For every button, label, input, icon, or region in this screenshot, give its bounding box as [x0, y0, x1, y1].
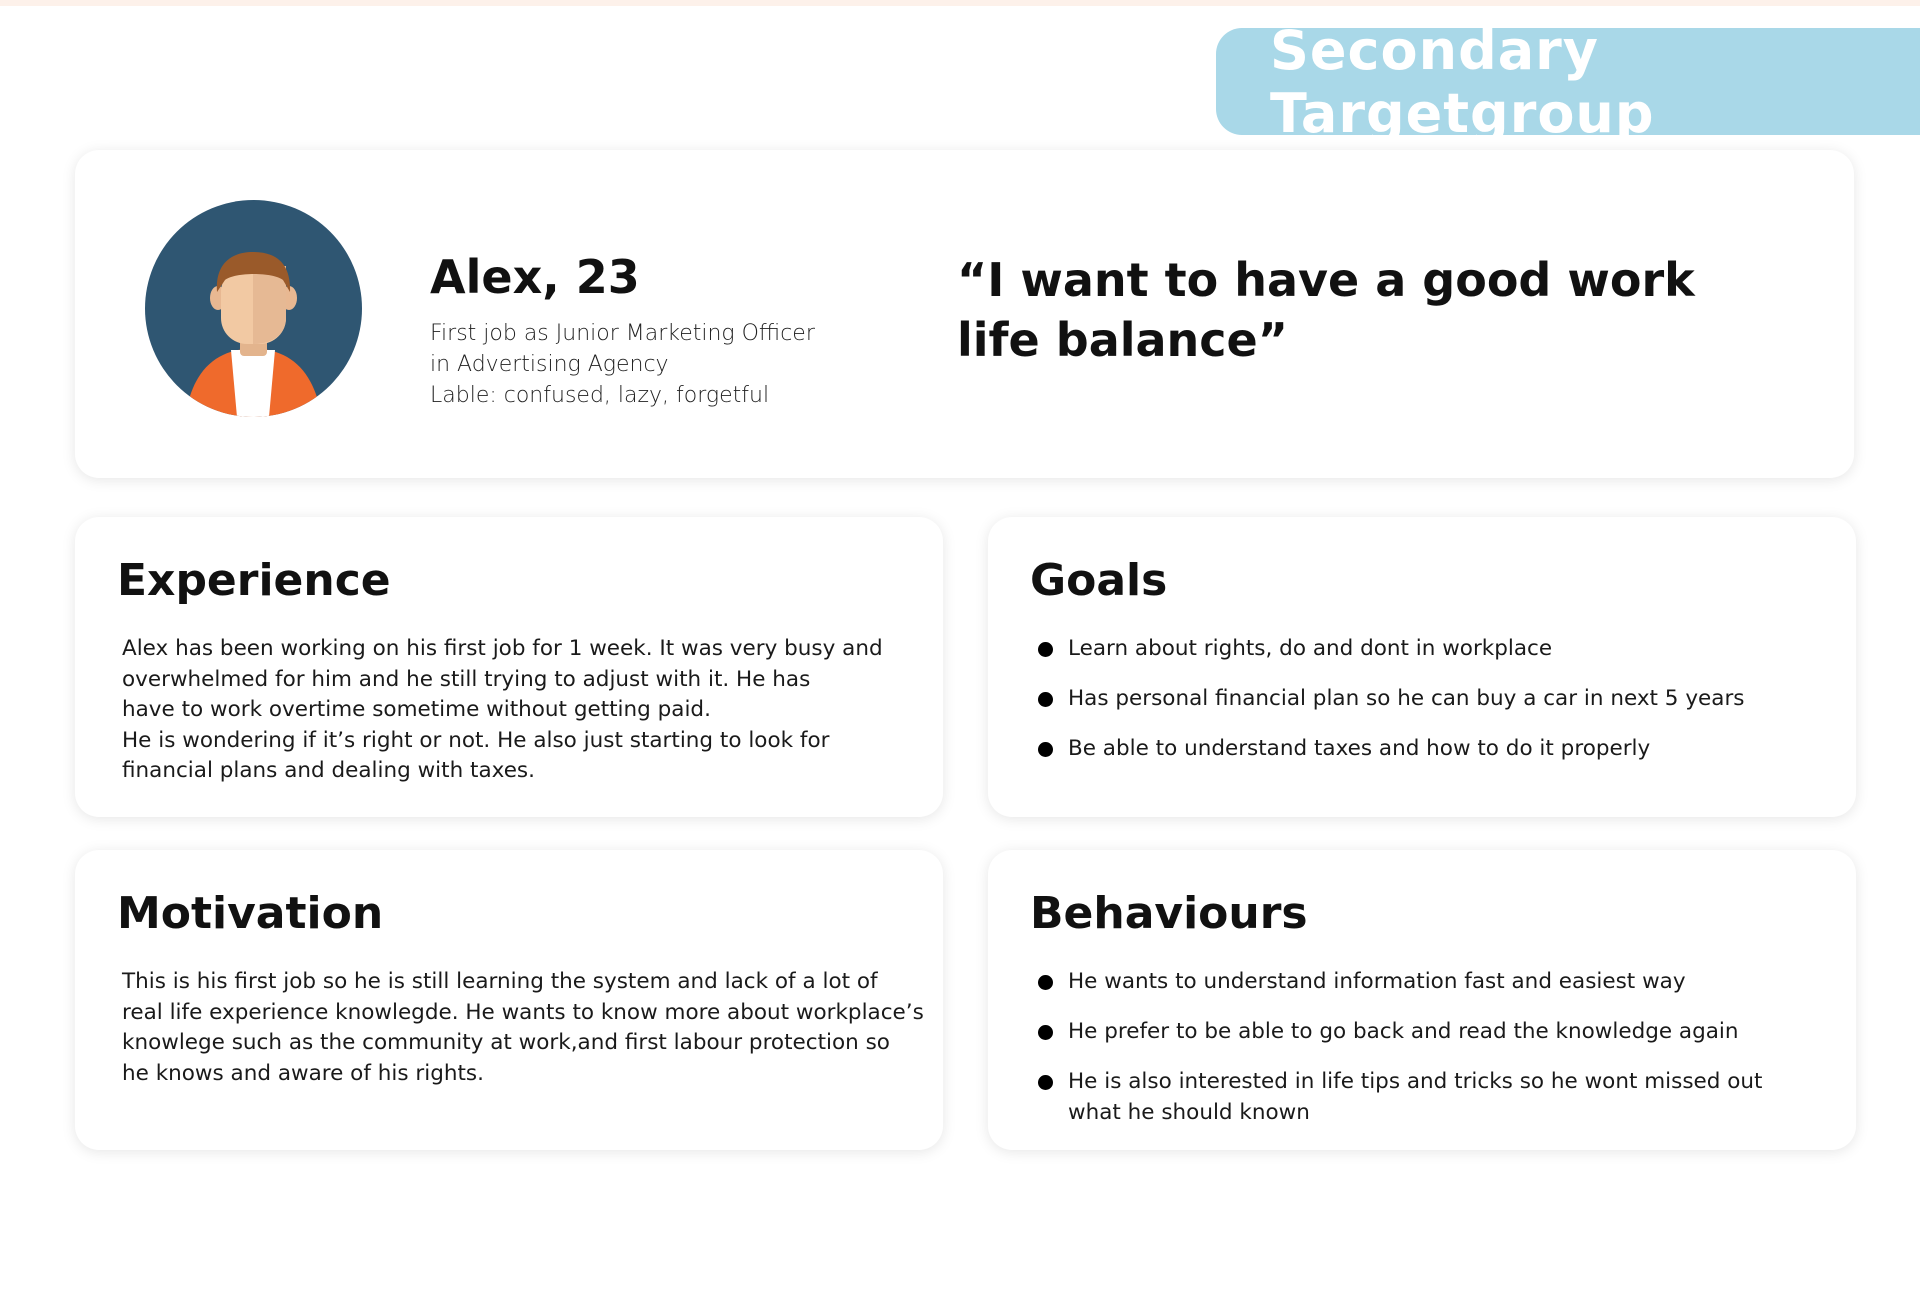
list-item — [1038, 1067, 1828, 1128]
goal-text: Learn about rights, do and dont in workplace — [1068, 636, 1553, 661]
male-avatar-icon — [145, 200, 362, 417]
bullet-icon — [1038, 642, 1053, 657]
motivation-line: knowlege such as the community at work,and first labour protection so — [122, 1030, 890, 1055]
goals-list — [1038, 634, 1828, 784]
motivation-card — [75, 850, 943, 1150]
motivation-title: Motivation — [117, 888, 384, 939]
behaviours-title: Behaviours — [1030, 888, 1308, 939]
persona-job: First job as Junior Marketing Officer — [430, 321, 815, 346]
banner-label: Secondary Targetgroup — [1270, 18, 1655, 145]
list-item — [1038, 1017, 1828, 1048]
persona-labels: Lable: confused, lazy, forgetful — [430, 383, 770, 408]
experience-line: have to work overtime sometime without getting paid. — [122, 697, 711, 722]
bullet-icon — [1038, 1075, 1053, 1090]
target-group-banner — [1216, 18, 1920, 145]
motivation-line: real life experience knowlegde. He wants to know more about workplace’s — [122, 999, 924, 1025]
bullet-icon — [1038, 975, 1053, 990]
behaviours-list — [1038, 967, 1828, 1148]
behaviours-card — [988, 850, 1856, 1150]
goals-title: Goals — [1030, 555, 1168, 606]
bullet-icon — [1038, 692, 1053, 707]
behaviour-text: He wants to understand information fast and easiest way — [1068, 969, 1686, 994]
persona-name: Alex, 23 — [430, 250, 640, 304]
list-item — [1038, 734, 1828, 765]
profile-card — [75, 150, 1854, 478]
bullet-icon — [1038, 1025, 1053, 1040]
behaviour-text: He is also interested in life tips and tricks so he wont missed out — [1068, 1069, 1763, 1094]
motivation-line: he knows and aware of his rights. — [122, 1060, 484, 1086]
goal-text: Be able to understand taxes and how to do it properly — [1068, 736, 1651, 761]
behaviour-text-continued: what he should known — [1068, 1099, 1310, 1125]
experience-line: financial plans and dealing with taxes. — [122, 758, 535, 783]
motivation-text — [122, 967, 922, 1089]
experience-title: Experience — [117, 555, 391, 606]
experience-line: overwhelmed for him and he still trying to adjust with it. He has — [122, 666, 811, 692]
behaviour-text: He prefer to be able to go back and read the knowledge again — [1068, 1019, 1739, 1044]
persona-description — [430, 318, 815, 411]
persona-company: in Advertising Agency — [430, 352, 669, 377]
bullet-icon — [1038, 742, 1053, 757]
list-item — [1038, 684, 1828, 715]
experience-line: He is wondering if it’s right or not. He also just starting to look for — [122, 727, 830, 753]
list-item — [1038, 967, 1828, 998]
experience-text — [122, 634, 922, 787]
persona-quote: “I want to have a good work life balance” — [957, 253, 1695, 367]
motivation-line: This is his first job so he is still learning the system and lack of a lot of — [122, 969, 878, 994]
list-item — [1038, 634, 1828, 665]
top-accent-strip — [0, 0, 1920, 6]
experience-card — [75, 517, 943, 817]
experience-line: Alex has been working on his first job for 1 week. It was very busy and — [122, 636, 883, 661]
goal-text: Has personal financial plan so he can buy a car in next 5 years — [1068, 686, 1745, 711]
goals-card — [988, 517, 1856, 817]
